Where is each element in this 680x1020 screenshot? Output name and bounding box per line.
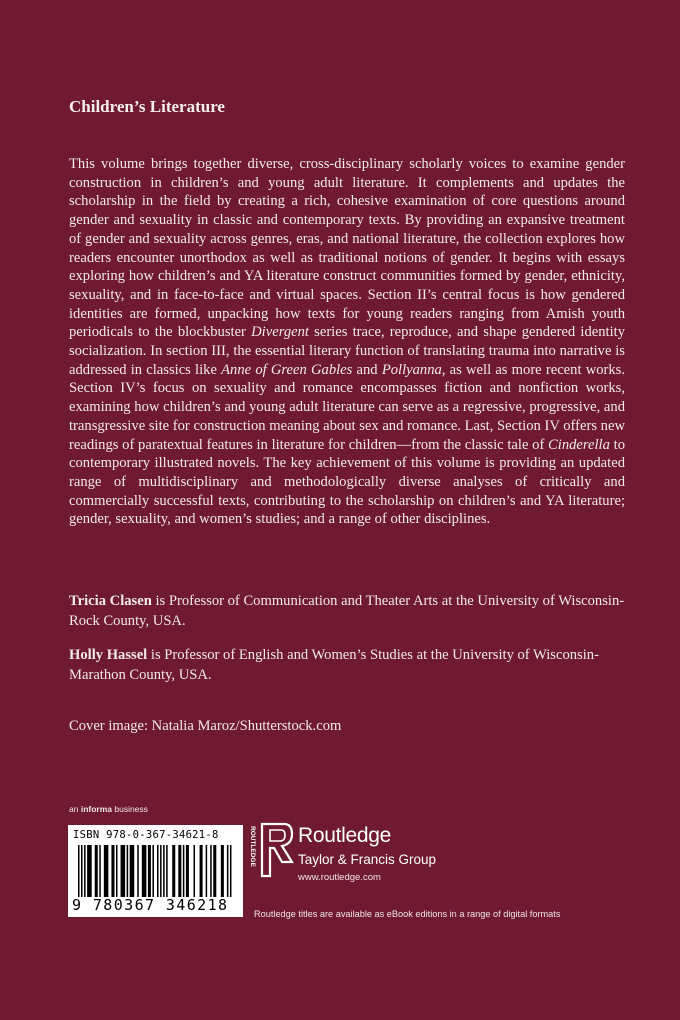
logo-vertical-text: ROUTLEDGE [249,826,256,867]
description-text: to contemporary illustrated novels. The key achievement of this volume is providing an updated range of multidisciplinary and methodologically diverse analyses of critically and commercially successful texts, contributing to the scholarship on children’s and YA literature; gender, sexuality, and women’s studies; and a range of other disciplines. [69,436,625,528]
cover-image-credit: Cover image: Natalia Maroz/Shutterstock.com [69,718,342,734]
isbn-label: ISBN 978-0-367-34621-8 [73,829,219,841]
barcode-bar [104,845,109,897]
barcode-bar [78,845,80,897]
barcode-bar [178,845,181,897]
book-title-reference: Cinderella [548,436,610,453]
barcode-bar [157,845,159,897]
barcode-bar [221,845,224,897]
barcode-bar [137,845,139,897]
barcode-bar [193,845,195,897]
barcode-bar [172,845,175,897]
publisher-name: Routledge [298,824,392,847]
description-text: series trace, reproduce, and shape gendered identity socialization. In section III, the essential literary function of translating trauma into narrative is addressed in classics like [69,324,625,378]
book-title-reference: Anne of Green Gables [221,361,353,378]
barcode-bar [81,845,83,897]
barcode-bar [227,845,229,897]
barcode-bar [148,845,151,897]
barcode-bar [84,845,86,897]
author-name-1: Tricia Clasen [69,593,152,609]
barcode-bar [230,845,232,897]
barcode-bar [121,845,126,897]
publisher-url: www.routledge.com [298,872,381,883]
barcode-bar [130,845,135,897]
barcode-bar [163,845,165,897]
informa-brand: informa [80,804,112,814]
series-title: Children’s Literature [69,97,225,116]
barcode-bar [87,845,92,897]
routledge-logo-icon [249,822,294,878]
barcode-bar [160,845,162,897]
description-text: and [352,361,382,378]
barcode-bar [127,845,129,897]
informa-prefix: an [69,804,81,814]
barcode-bar [152,845,154,897]
barcode-bar [206,845,208,897]
informa-business-tagline [69,804,148,814]
book-description [69,155,625,529]
book-title-reference: Divergent [251,324,309,341]
barcode-bar [200,845,203,897]
ean-digits: 9 780367 346218 [72,896,229,914]
barcode-bar [210,845,212,897]
book-title-reference: Pollyanna [381,361,442,378]
author-bio-2 [69,646,629,685]
author-bio-1 [69,592,629,631]
barcode-bar [116,845,118,897]
author-bio-text-2: is Professor of English and Women’s Studies at the University of Wisconsin-Marathon County, USA. [69,647,599,683]
barcode-bar [142,845,147,897]
barcode-bar [95,845,98,897]
isbn-barcode [68,825,243,917]
informa-suffix: business [112,804,148,814]
ebook-note: Routledge titles are available as eBook editions in a range of digital formats [254,909,561,919]
publisher-group: Taylor & Francis Group [298,852,437,867]
barcode-bar [99,845,101,897]
description-text: This volume brings together diverse, cross-disciplinary scholarly voices to examine gender construction in children’s and young adult literature. It complements and updates the scholarship in the field by creating a rich, cohesive examination of core questions around gender and sexuality in classic and contemporary texts. By providing an expansive treatment of gender and sexuality across genres, eras, and national literature, the collection explores how readers encounter unorthodox as well as traditional notions of gender. It begins with essays exploring how children’s and YA literature construct communities formed by gender, ethnicity, sexuality, and in face-to-face and virtual spaces. Section II’s central focus is how gendered identities are formed, unpacking how texts for young readers ranging from Amish youth periodicals to the blockbuster [69,156,625,341]
barcode-bar [166,845,168,897]
barcode-bar [213,845,216,897]
author-bio-text-1: is Professor of Communication and Theater Arts at the University of Wisconsin-Rock County, USA. [69,593,625,629]
barcode-bars [78,845,233,897]
barcode-bar [183,845,185,897]
author-name-2: Holly Hassel [69,647,148,663]
barcode-bar [111,845,114,897]
barcode-bar [186,845,189,897]
description-text: , as well as more recent works. Section IV’s focus on sexuality and romance encompasses fiction and nonfiction works, examining how children’s and young adult literature can serve as a regressive, progressive, and transgressive site for construction meaning about sex and romance. Last, Section IV offers new readings of paratextual features in literature for children—from the classic tale of [69,361,626,453]
